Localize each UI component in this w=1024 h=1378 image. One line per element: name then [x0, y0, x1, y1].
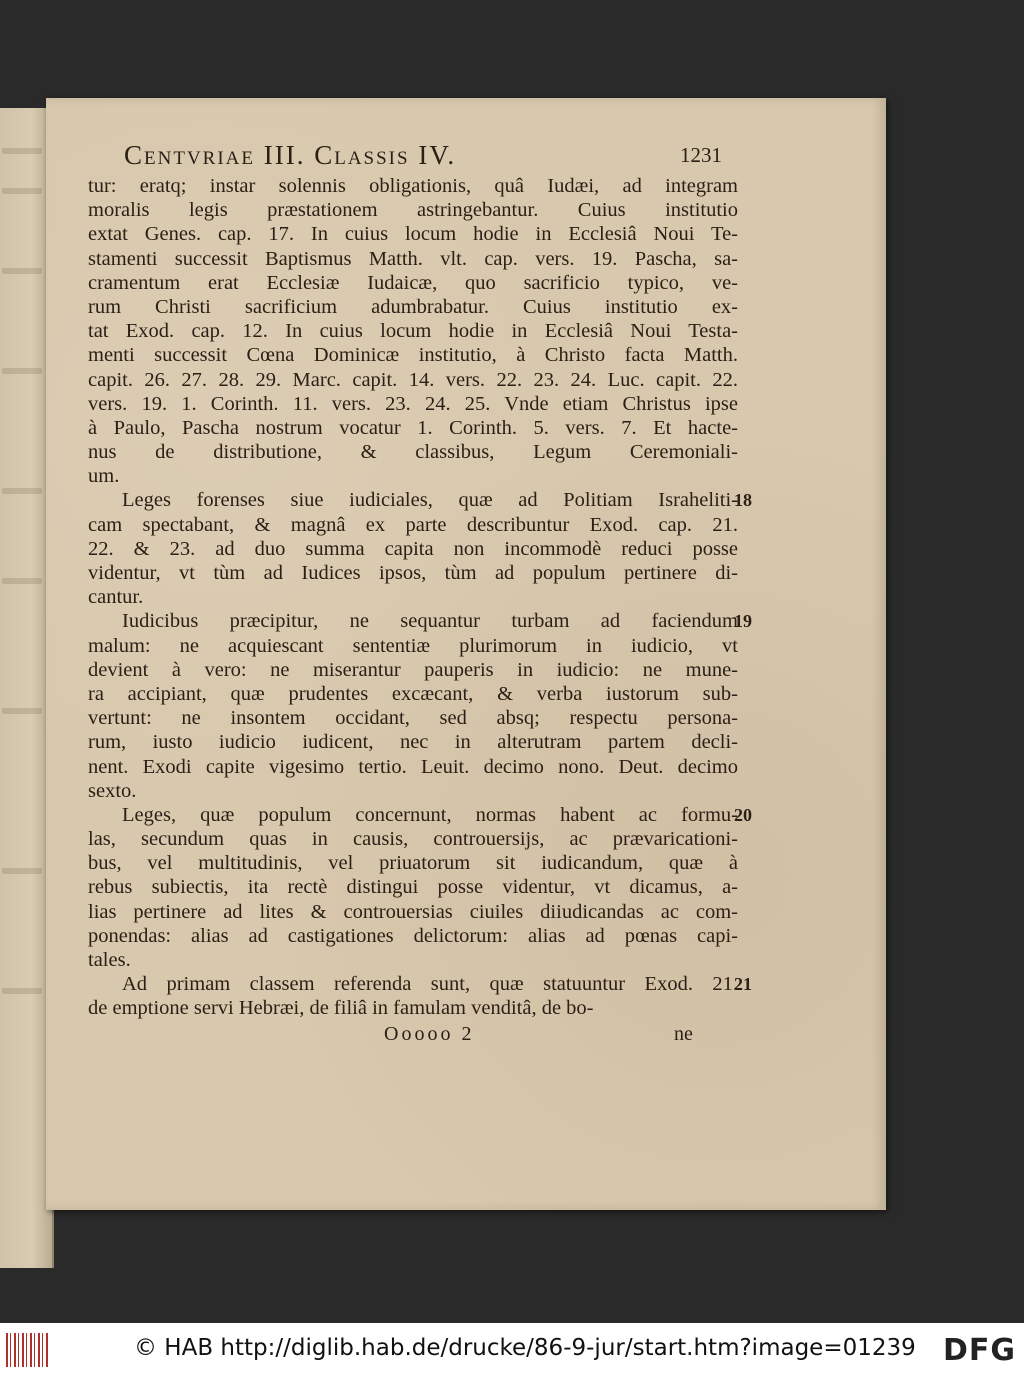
text-line: 22. & 23. ad duo summa capita non incommodè reduci posse [88, 537, 738, 560]
text-line: ra accipiant, quæ prudentes excæcant, & verba iustorum sub- [88, 682, 738, 705]
text-line: rum, iusto iudicio iudicent, nec in alterutram partem decli- [88, 731, 738, 754]
text-line: malum: ne acquiescant sententiæ plurimorum in iudicio, vt [88, 634, 738, 657]
text-line: Ad primam classem referenda sunt, quæ statuuntur Exod. 21. 21 [122, 973, 752, 996]
margin-number: 18 [734, 490, 752, 511]
text-line: menti successit Cœna Dominicæ institutio, à Christo facta Matth. [88, 344, 738, 367]
text-line: ponendas: alias ad castigationes delictorum: alias ad pœnas capi- [88, 924, 738, 947]
text-line: lias pertinere ad lites & controuersias ciuiles diiudicandas ac com- [88, 900, 738, 923]
text-line: moralis legis præstationem astringebantur. Cuius institutio [88, 199, 738, 222]
text-line: nus de distributione, & classibus, Legum Ceremoniali- [88, 441, 738, 464]
text-line: Leges, quæ populum concernunt, normas habent ac formu- 20 [122, 803, 752, 826]
barcode-icon [6, 1333, 48, 1367]
running-header-title: Centvriae III. Classis IV. [124, 140, 457, 170]
credit-link[interactable]: © HAB http://diglib.hab.de/drucke/86-9-jur/start.htm?image=01239 [134, 1335, 916, 1361]
text-line: las, secundum quas in causis, controuersijs, ac prævaricationi- [88, 828, 738, 851]
text-line: vers. 19. 1. Corinth. 11. vers. 23. 24. 25. Vnde etiam Christus ipse [88, 392, 738, 415]
text-line: devient à vero: ne miserantur pauperis in iudicio: ne mune- [88, 658, 738, 681]
text-lines [88, 174, 752, 1021]
page-number: 1231 [680, 143, 722, 167]
text-line: de emptione servi Hebræi, de filiâ in famulam venditâ, de bo- [88, 997, 594, 1020]
text-line: sexto. [88, 779, 137, 802]
dfg-logo: DFG [942, 1333, 1016, 1368]
text-line: nent. Exodi capite vigesimo tertio. Leuit. decimo nono. Deut. decimo [88, 755, 738, 778]
signature-mark: Ooooo 2 [384, 1022, 475, 1045]
text-line: tat Exod. cap. 12. In cuius locum hodie in Ecclesiâ Noui Testa- [88, 320, 738, 343]
text-line: videntur, vt tùm ad Iudices ipsos, tùm ad populum pertinere di- [88, 562, 738, 584]
text-line: um. [88, 465, 120, 488]
text-line: cantur. [88, 586, 144, 609]
footer-bar [0, 1323, 1024, 1378]
text-line: Leges forenses siue iudiciales, quæ ad Politiam Israheliti- 18 [122, 489, 752, 512]
text-line: tur: eratq; instar solennis obligationis, quâ Iudæi, ad integram [88, 175, 738, 197]
text-line: bus, vel multitudinis, vel priuatorum sit iudicandum, quæ à [88, 852, 738, 875]
text-line: cam spectabant, & magnâ ex parte describuntur Exod. cap. 21. [88, 513, 738, 536]
page-footer [88, 1023, 738, 1053]
text-line: capit. 26. 27. 28. 29. Marc. capit. 14. vers. 22. 23. 24. Luc. capit. 22. [88, 368, 738, 391]
margin-number: 20 [734, 804, 752, 825]
catchword: ne [674, 1022, 693, 1045]
running-header [124, 140, 738, 174]
margin-number: 19 [734, 611, 752, 632]
text-line: extat Genes. cap. 17. In cuius locum hodie in Ecclesiâ Noui Te- [88, 223, 738, 246]
text-line: Iudicibus præcipitur, ne sequantur turbam ad faciendum 19 [122, 610, 752, 633]
text-line: rum Christi sacrificium adumbrabatur. Cuius institutio ex- [88, 295, 738, 318]
text-line: tales. [88, 949, 131, 971]
page-text [88, 140, 752, 1053]
text-line: à Paulo, Pascha nostrum vocatur 1. Corinth. 5. vers. 7. Et hacte- [88, 416, 738, 439]
text-line: vertunt: ne insontem occidant, sed absq; respectu persona- [88, 707, 738, 730]
book-page [46, 98, 886, 1210]
margin-number: 21 [734, 974, 752, 995]
text-line: rebus subiectis, ita rectè distingui posse videntur, vt dicamus, a- [88, 876, 738, 899]
text-line: cramentum erat Ecclesiæ Iudaicæ, quo sacrificio typico, ve- [88, 271, 738, 294]
text-line: stamenti successit Baptismus Matth. vlt. cap. vers. 19. Pascha, sa- [88, 247, 738, 270]
